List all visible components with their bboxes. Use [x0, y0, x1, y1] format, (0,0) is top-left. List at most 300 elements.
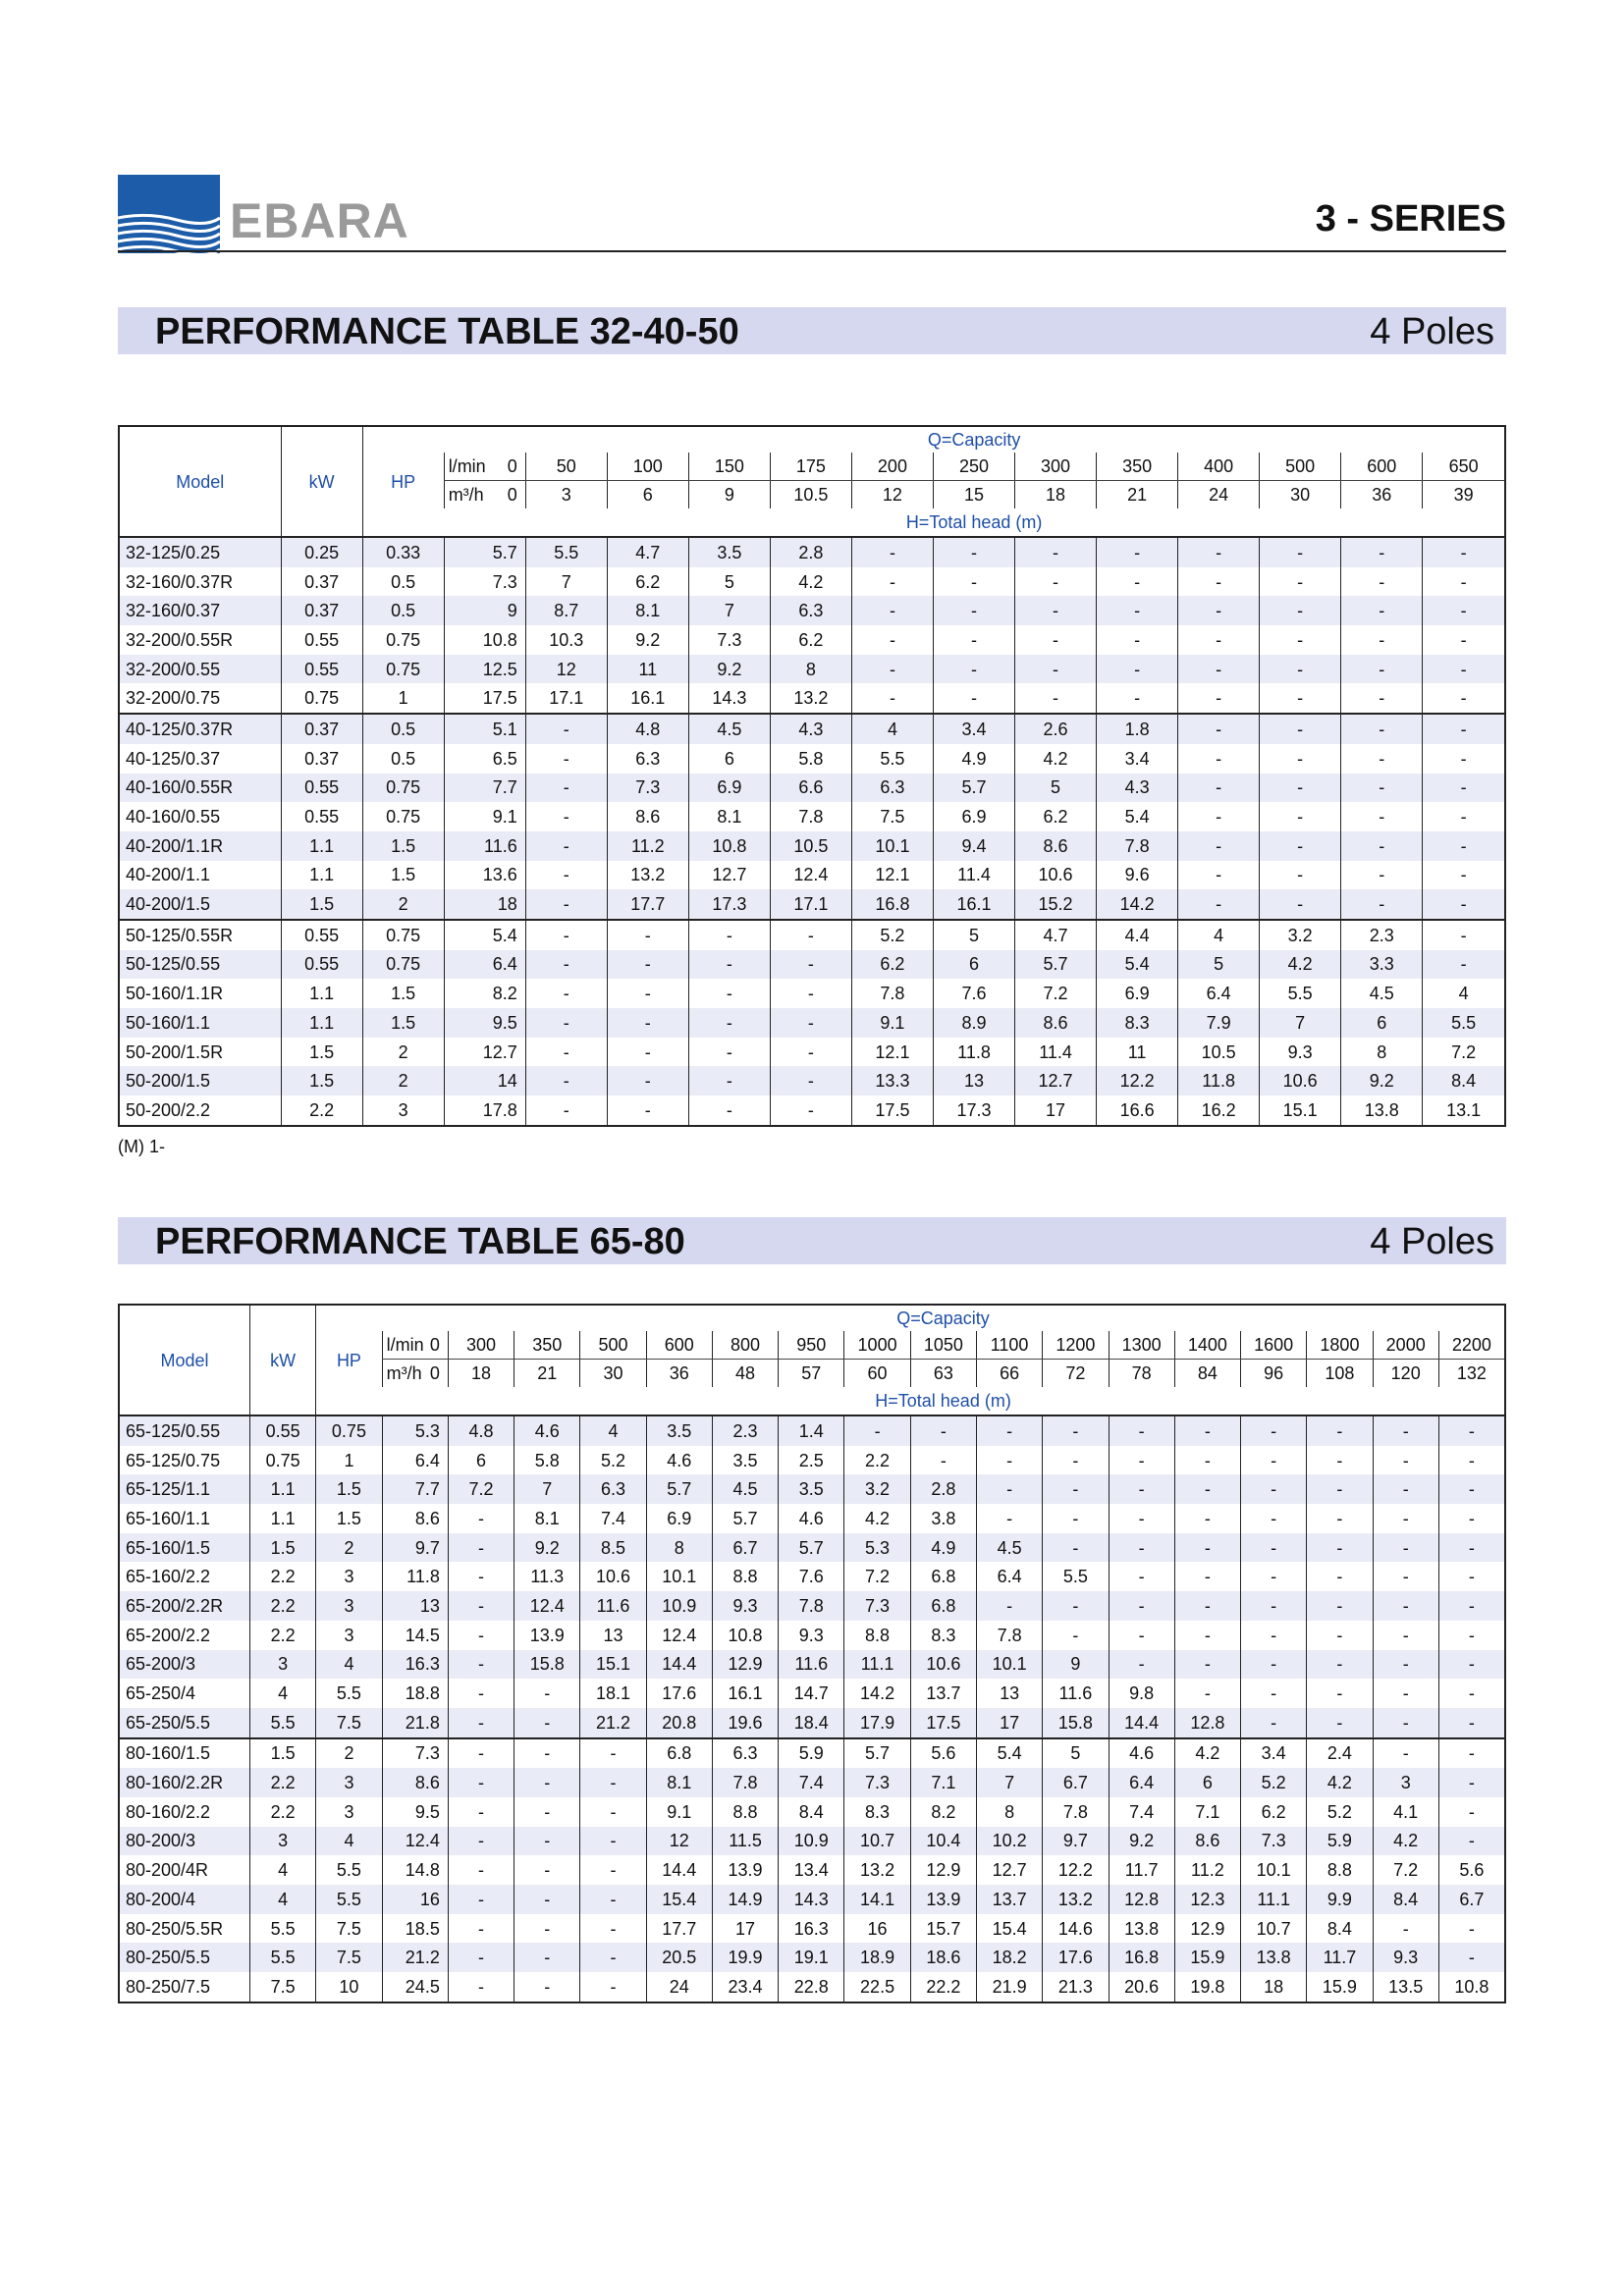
head-cell: - [1373, 1914, 1438, 1944]
head-cell: - [1241, 1621, 1307, 1650]
head-cell: 10.8 [688, 831, 770, 861]
head-cell: - [607, 950, 688, 980]
m3h-header: 96 [1241, 1360, 1307, 1388]
model-cell: 50-200/2.2 [119, 1095, 281, 1126]
head-cell: - [1109, 1650, 1174, 1680]
head-cell: - [1373, 1621, 1438, 1650]
head-cell: - [1373, 1504, 1438, 1533]
head-cell: 2.4 [1307, 1738, 1373, 1769]
m3h-header: 39 [1423, 481, 1505, 509]
head-cell: 14.3 [688, 683, 770, 714]
head-cell: - [1341, 683, 1423, 714]
hp-header: HP [362, 426, 444, 537]
head-cell: - [448, 1738, 514, 1769]
head-cell: - [1178, 744, 1260, 774]
header-divider [118, 250, 1506, 252]
kw-cell: 1.1 [281, 861, 362, 890]
head-cell: 10.8 [1438, 1972, 1505, 2002]
head-cell: 14.1 [844, 1885, 910, 1914]
head-cell: 13.7 [976, 1885, 1042, 1914]
head-cell: - [525, 889, 607, 920]
head-cell: - [1109, 1562, 1174, 1591]
head-cell: 5 [1178, 950, 1260, 980]
hp-cell: 4 [316, 1650, 382, 1680]
head-cell: - [448, 1504, 514, 1533]
head-cell: - [851, 683, 933, 714]
head-cell: - [933, 567, 1014, 597]
head-cell: 16 [382, 1885, 448, 1914]
head-cell: 6.7 [1438, 1885, 1505, 1914]
head-cell: - [448, 1679, 514, 1708]
head-cell: - [1015, 567, 1097, 597]
kw-header: kW [250, 1305, 316, 1415]
lmin-header: 2200 [1438, 1331, 1505, 1360]
head-cell: - [1438, 1914, 1505, 1944]
head-cell: 2.6 [1015, 714, 1097, 744]
model-cell: 32-200/0.75 [119, 683, 281, 714]
kw-cell: 7.5 [250, 1972, 316, 2002]
head-cell: 15.8 [514, 1650, 580, 1680]
table-row [119, 861, 1505, 890]
head-cell: 6.7 [1043, 1768, 1109, 1797]
head-cell: 16.8 [1109, 1943, 1174, 1972]
head-cell: - [976, 1446, 1042, 1475]
head-cell: 4 [580, 1415, 646, 1446]
lmin-header: 175 [770, 453, 851, 481]
head-cell: 5.4 [976, 1738, 1042, 1769]
table-row [119, 1650, 1505, 1680]
hp-cell: 3 [316, 1768, 382, 1797]
hp-cell: 0.75 [362, 802, 444, 831]
head-cell: - [976, 1474, 1042, 1504]
head-cell: 7 [1260, 1008, 1341, 1038]
head-cell: 10.9 [779, 1827, 844, 1856]
head-cell: 22.2 [910, 1972, 976, 2002]
head-cell: - [1109, 1621, 1174, 1650]
hp-cell: 3 [316, 1562, 382, 1591]
head-cell: 3.5 [646, 1415, 712, 1446]
head-cell: 11.1 [1241, 1885, 1307, 1914]
head-cell: - [1423, 950, 1505, 980]
lmin-header: 950 [779, 1331, 844, 1360]
head-cell: 17.7 [646, 1914, 712, 1944]
head-cell: 19.1 [779, 1943, 844, 1972]
head-cell: - [688, 950, 770, 980]
head-cell: 11.6 [779, 1650, 844, 1680]
model-cell: 50-160/1.1R [119, 979, 281, 1008]
head-cell: - [1341, 596, 1423, 625]
head-cell: 7.6 [933, 979, 1014, 1008]
head-cell: 7.6 [779, 1562, 844, 1591]
head-cell: 13.5 [1373, 1972, 1438, 2002]
head-cell: 5 [1015, 774, 1097, 803]
head-cell: 8.9 [933, 1008, 1014, 1038]
table-row [119, 950, 1505, 980]
hp-cell: 2 [316, 1533, 382, 1563]
head-cell: - [1423, 774, 1505, 803]
kw-cell: 1.5 [281, 889, 362, 920]
head-cell: - [688, 1008, 770, 1038]
head-cell: 17.1 [525, 683, 607, 714]
head-cell: 18 [444, 889, 525, 920]
head-cell: - [1241, 1474, 1307, 1504]
m3h-header: 36 [1341, 481, 1423, 509]
kw-cell: 1.5 [281, 1066, 362, 1095]
head-cell: - [770, 979, 851, 1008]
head-cell: 11.6 [444, 831, 525, 861]
head-cell: 4.5 [976, 1533, 1042, 1563]
hp-cell: 1 [362, 683, 444, 714]
kw-cell: 2.2 [281, 1095, 362, 1126]
head-cell: - [1373, 1708, 1438, 1738]
lmin-header: 350 [514, 1331, 580, 1360]
head-cell: 7.3 [844, 1768, 910, 1797]
lmin-header: 200 [851, 453, 933, 481]
head-cell: 9.2 [688, 655, 770, 684]
head-cell: - [1178, 567, 1260, 597]
head-cell: - [607, 1038, 688, 1067]
head-cell: 13.9 [514, 1621, 580, 1650]
head-cell: 10.5 [770, 831, 851, 861]
head-cell: - [688, 1038, 770, 1067]
m3h-header: 48 [712, 1360, 778, 1388]
head-cell: 5.2 [1307, 1797, 1373, 1827]
head-cell: - [1341, 655, 1423, 684]
head-cell: 12.8 [1109, 1885, 1174, 1914]
head-cell: 14.9 [712, 1885, 778, 1914]
head-cell: 4.3 [1097, 774, 1178, 803]
head-cell: 11.6 [1043, 1679, 1109, 1708]
head-cell: - [525, 950, 607, 980]
lmin-header: 1300 [1109, 1331, 1174, 1360]
head-cell: - [1178, 861, 1260, 890]
head-cell: 18.1 [580, 1679, 646, 1708]
head-cell: 13.8 [1241, 1943, 1307, 1972]
table1-banner [118, 307, 1506, 354]
head-cell: - [448, 1797, 514, 1827]
head-cell: 7.1 [910, 1768, 976, 1797]
head-cell: 4.2 [770, 567, 851, 597]
head-cell: - [525, 1008, 607, 1038]
head-cell: 9.3 [712, 1591, 778, 1621]
head-cell: 13 [933, 1066, 1014, 1095]
head-cell: - [1307, 1474, 1373, 1504]
head-cell: 10.8 [444, 625, 525, 655]
head-cell: 16.3 [382, 1650, 448, 1680]
head-cell: 8.8 [712, 1797, 778, 1827]
table-row [119, 831, 1505, 861]
head-cell: 17.6 [1043, 1943, 1109, 1972]
head-cell: - [1241, 1446, 1307, 1475]
head-cell: 8.5 [580, 1533, 646, 1563]
head-cell: 17.5 [444, 683, 525, 714]
head-cell: 4.6 [514, 1415, 580, 1446]
head-cell: - [1341, 831, 1423, 861]
head-cell: 7.5 [851, 802, 933, 831]
model-cell: 50-200/1.5 [119, 1066, 281, 1095]
head-cell: 13 [382, 1591, 448, 1621]
head-cell: 12.3 [1174, 1885, 1240, 1914]
table-row [119, 1972, 1505, 2002]
head-cell: 12.4 [646, 1621, 712, 1650]
lmin-header: 1200 [1043, 1331, 1109, 1360]
head-cell: - [514, 1914, 580, 1944]
head-cell: - [1438, 1591, 1505, 1621]
head-cell: 15.9 [1174, 1943, 1240, 1972]
kw-cell: 0.25 [281, 537, 362, 567]
table2-poles: 4 Poles [1370, 1221, 1494, 1262]
head-cell: 8 [1341, 1038, 1423, 1067]
head-cell: - [1341, 625, 1423, 655]
head-cell: - [1438, 1708, 1505, 1738]
head-cell: - [1341, 744, 1423, 774]
head-cell: 4.9 [933, 744, 1014, 774]
head-cell: - [1097, 596, 1178, 625]
kw-header: kW [281, 426, 362, 537]
head-cell: - [448, 1972, 514, 2002]
head-cell: - [1043, 1591, 1109, 1621]
head-cell: 12.4 [770, 861, 851, 890]
head-cell: 6.8 [646, 1738, 712, 1769]
model-cell: 65-250/4 [119, 1679, 250, 1708]
head-cell: 13.1 [1423, 1095, 1505, 1126]
head-cell: - [1423, 655, 1505, 684]
head-cell: - [1423, 861, 1505, 890]
model-cell: 40-200/1.5 [119, 889, 281, 920]
head-cell: - [1438, 1474, 1505, 1504]
table-row [119, 1095, 1505, 1126]
head-cell: 9.1 [444, 802, 525, 831]
head-cell: 14 [444, 1066, 525, 1095]
head-cell: 13.3 [851, 1066, 933, 1095]
kw-cell: 1.1 [250, 1504, 316, 1533]
head-cell: - [525, 802, 607, 831]
head-cell: 4.4 [1097, 920, 1178, 950]
head-cell: - [514, 1972, 580, 2002]
head-cell: 5.6 [1438, 1855, 1505, 1885]
head-cell: - [1241, 1533, 1307, 1563]
head-cell: 7.4 [779, 1768, 844, 1797]
model-cell: 50-160/1.1 [119, 1008, 281, 1038]
head-cell: - [1341, 889, 1423, 920]
m3h-header: 9 [688, 481, 770, 509]
model-cell: 80-250/5.5R [119, 1914, 250, 1944]
head-cell: 13.9 [712, 1855, 778, 1885]
head-cell: - [1097, 655, 1178, 684]
head-cell: 16.1 [712, 1679, 778, 1708]
head-cell: 4.5 [712, 1474, 778, 1504]
head-cell: 13.4 [779, 1855, 844, 1885]
head-cell: 6.2 [1241, 1797, 1307, 1827]
head-cell: - [1241, 1562, 1307, 1591]
hp-cell: 5.5 [316, 1885, 382, 1914]
m3h-header: 66 [976, 1360, 1042, 1388]
head-cell: 15.4 [646, 1885, 712, 1914]
head-cell: 15.1 [1260, 1095, 1341, 1126]
table-row [119, 1591, 1505, 1621]
head-cell: 18.8 [382, 1679, 448, 1708]
total-head-header: H=Total head (m) [444, 508, 1505, 537]
head-cell: - [448, 1708, 514, 1738]
head-cell: 7.8 [712, 1768, 778, 1797]
hp-cell: 2 [362, 1038, 444, 1067]
m3h-header: 30 [1260, 481, 1341, 509]
head-cell: 12.2 [1097, 1066, 1178, 1095]
model-cell: 65-160/2.2 [119, 1562, 250, 1591]
head-cell: 10.6 [580, 1562, 646, 1591]
head-cell: - [448, 1621, 514, 1650]
head-cell: - [1260, 683, 1341, 714]
head-cell: - [525, 979, 607, 1008]
head-cell: 4.6 [1109, 1738, 1174, 1769]
lmin-header: 1100 [976, 1331, 1042, 1360]
hp-cell: 7.5 [316, 1943, 382, 1972]
head-cell: 7.2 [448, 1474, 514, 1504]
head-cell: - [525, 744, 607, 774]
table2-banner [118, 1217, 1506, 1264]
head-cell: 12.7 [1015, 1066, 1097, 1095]
table-row [119, 1885, 1505, 1914]
head-cell: 6.6 [770, 774, 851, 803]
head-cell: 21.9 [976, 1972, 1042, 2002]
head-cell: 11.2 [607, 831, 688, 861]
table-row [119, 1474, 1505, 1504]
head-cell: 6.4 [382, 1446, 448, 1475]
hp-cell: 3 [362, 1095, 444, 1126]
hp-header: HP [316, 1305, 382, 1415]
head-cell: 9.3 [779, 1621, 844, 1650]
model-cell: 80-160/1.5 [119, 1738, 250, 1769]
head-cell: - [607, 1066, 688, 1095]
lmin-header: 250 [933, 453, 1014, 481]
kw-cell: 0.37 [281, 714, 362, 744]
head-cell: - [514, 1768, 580, 1797]
head-cell: 9 [444, 596, 525, 625]
head-cell: - [770, 1066, 851, 1095]
head-cell: 17.7 [607, 889, 688, 920]
hp-cell: 1.5 [362, 1008, 444, 1038]
head-cell: - [607, 1095, 688, 1126]
head-cell: - [1341, 861, 1423, 890]
head-cell: - [1373, 1474, 1438, 1504]
head-cell: 3.4 [1241, 1738, 1307, 1769]
head-cell: - [1174, 1621, 1240, 1650]
head-cell: 7.1 [1174, 1797, 1240, 1827]
m3h-header: 15 [933, 481, 1014, 509]
kw-cell: 5.5 [250, 1943, 316, 1972]
head-cell: 4.9 [910, 1533, 976, 1563]
head-cell: 17.1 [770, 889, 851, 920]
head-cell: - [525, 714, 607, 744]
model-cell: 80-200/4R [119, 1855, 250, 1885]
head-cell: 16.2 [1178, 1095, 1260, 1126]
head-cell: - [1438, 1797, 1505, 1827]
lmin-header: 1600 [1241, 1331, 1307, 1360]
head-cell: - [770, 1038, 851, 1067]
hp-cell: 4 [316, 1827, 382, 1856]
head-cell: - [1109, 1474, 1174, 1504]
m3h-header: 132 [1438, 1360, 1505, 1388]
head-cell: 14.4 [646, 1855, 712, 1885]
head-cell: 13.6 [444, 861, 525, 890]
head-cell: - [1043, 1446, 1109, 1475]
head-cell: 11.2 [1174, 1855, 1240, 1885]
table-row [119, 1738, 1505, 1769]
head-cell: 11.8 [933, 1038, 1014, 1067]
head-cell: 13.2 [607, 861, 688, 890]
head-cell: - [1307, 1446, 1373, 1475]
head-cell: - [1341, 774, 1423, 803]
head-cell: 4.6 [646, 1446, 712, 1475]
head-cell: 7.8 [1043, 1797, 1109, 1827]
head-cell: - [1438, 1415, 1505, 1446]
head-cell: - [1241, 1415, 1307, 1446]
table-row [119, 1943, 1505, 1972]
hp-cell: 0.5 [362, 567, 444, 597]
series-title: 3 - SERIES [1315, 198, 1506, 240]
head-cell: 8.6 [607, 802, 688, 831]
head-cell: - [448, 1562, 514, 1591]
head-cell: 2.2 [844, 1446, 910, 1475]
head-cell: 5 [688, 567, 770, 597]
head-cell: - [1423, 714, 1505, 744]
head-cell: - [1307, 1504, 1373, 1533]
head-cell: - [1097, 537, 1178, 567]
head-cell: - [1373, 1533, 1438, 1563]
hp-cell: 0.5 [362, 714, 444, 744]
head-cell: - [1174, 1650, 1240, 1680]
head-cell: 7.8 [770, 802, 851, 831]
head-cell: - [1260, 625, 1341, 655]
head-cell: 8.6 [1174, 1827, 1240, 1856]
hp-cell: 0.5 [362, 744, 444, 774]
head-cell: 13.8 [1109, 1914, 1174, 1944]
head-cell: - [1373, 1446, 1438, 1475]
kw-cell: 5.5 [250, 1708, 316, 1738]
head-cell: 8.4 [1307, 1914, 1373, 1944]
kw-cell: 1.1 [281, 979, 362, 1008]
head-cell: 15.2 [1015, 889, 1097, 920]
head-cell: 10.1 [851, 831, 933, 861]
head-cell: - [1178, 831, 1260, 861]
head-cell: 6.4 [444, 950, 525, 980]
m3h-header: 57 [779, 1360, 844, 1388]
lmin-header: 1050 [910, 1331, 976, 1360]
head-cell: - [1097, 683, 1178, 714]
head-cell: 11.4 [933, 861, 1014, 890]
model-cell: 50-125/0.55 [119, 950, 281, 980]
m3h-zero-header: m³/h 0 [382, 1360, 448, 1388]
model-cell: 32-160/0.37 [119, 596, 281, 625]
head-cell: - [1178, 889, 1260, 920]
head-cell: 8 [976, 1797, 1042, 1827]
head-cell: 8.6 [1015, 831, 1097, 861]
head-cell: - [580, 1972, 646, 2002]
head-cell: - [1373, 1738, 1438, 1769]
head-cell: - [1438, 1562, 1505, 1591]
head-cell: 1.4 [779, 1415, 844, 1446]
hp-cell: 3 [316, 1591, 382, 1621]
head-cell: 11.7 [1109, 1855, 1174, 1885]
head-cell: 6.8 [910, 1562, 976, 1591]
head-cell: 10.9 [646, 1591, 712, 1621]
lmin-zero-header: l/min 0 [382, 1331, 448, 1360]
head-cell: 9.2 [514, 1533, 580, 1563]
head-cell: - [1307, 1562, 1373, 1591]
head-cell: 7.3 [382, 1738, 448, 1769]
head-cell: 10.2 [976, 1827, 1042, 1856]
head-cell: - [448, 1943, 514, 1972]
